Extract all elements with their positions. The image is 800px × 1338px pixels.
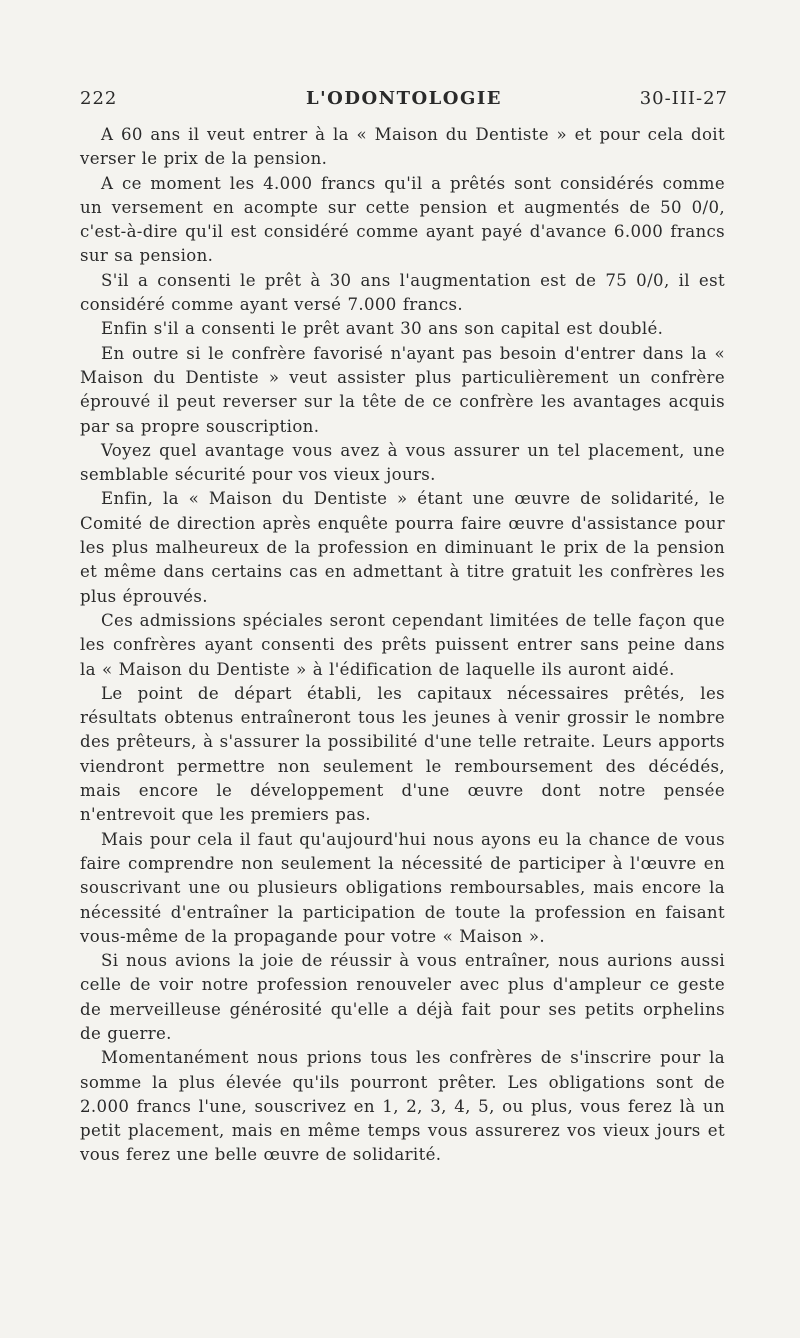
paragraph: Enfin, la « Maison du Dentiste » étant une œuvre de solidarité, le Comité de direction après enquête pourra faire œuvre d'assistance pour les plus malheureux de la profession en diminuant le prix de la pension et même dans certains cas en admettant à titre gratuit les confrères les plus éprouvés.	[80, 489, 725, 606]
paragraph: Enfin s'il a consenti le prêt avant 30 ans son capital est doublé.	[101, 319, 664, 339]
paragraph: A 60 ans il veut entrer à la « Maison du Dentiste » et pour cela doit verser le prix de la pension.	[80, 125, 725, 169]
paragraph: Momentanément nous prions tous les confrères de s'inscrire pour la somme la plus élevée qu'ils pourront prêter. Les obligations sont de 2.000 francs l'une, souscrivez en 1, 2, 3, 4, 5, ou plus, vous ferez là un petit placement, mais en même temps vous assurerez vos vieux jours et vous ferez une belle œuvre de solidarité.	[80, 1048, 725, 1165]
paragraph: En outre si le confrère favorisé n'ayant pas besoin d'entrer dans la « Maison du Dentiste » veut assister plus particulièrement un confrère éprouvé il peut reverser sur la tête de ce confrère les avantages acquis par sa propre souscription.	[80, 343, 725, 436]
paragraph: Si nous avions la joie de réussir à vous entraîner, nous aurions aussi celle de voir notre profession renouveler avec plus d'ampleur ce geste de merveilleuse générosité qu'elle a déjà fait pour ses petits orphelins de guerre.	[80, 951, 725, 1043]
paragraph: Le point de départ établi, les capitaux nécessaires prêtés, les résultats obtenus entraîneront tous les jeunes à venir grossir le nombre des prêteurs, à s'assurer la possibilité d'une telle retraite. Leurs apports viendront permettre non seulement le remboursement des décédés, mais encore le développement d'une œuvre dont notre pensée n'entrevoit que les premiers pas.	[80, 683, 725, 825]
paragraph: Mais pour cela il faut qu'aujourd'hui nous ayons eu la chance de vous faire comprendre non seulement la nécessité de participer à l'œuvre en souscrivant une ou plusieurs obligations remboursables, mais encore la nécessité d'entraîner la participation de toute la profession en faisant vous-même de la propagande pour votre « Maison ».	[80, 829, 725, 946]
paragraph: A ce moment les 4.000 francs qu'il a prêtés sont considérés comme un versement en acompte sur cette pension et augmentés de 50 0/0, c'est-à-dire qu'il est considéré comme ayant payé d'avance 6.000 francs sur sa pension.	[80, 173, 725, 266]
page-number: 222	[80, 88, 118, 109]
journal-title: L'ODONTOLOGIE	[305, 88, 502, 109]
issue-date: 30-III-27	[639, 88, 728, 109]
paragraph: Ces admissions spéciales seront cependant limitées de telle façon que les confrères ayant consenti des prêts puissent entrer sans peine dans la « Maison du Dentiste » à l'édification de laquelle ils auront aidé.	[80, 610, 725, 679]
article-body	[80, 123, 725, 1168]
running-header	[80, 88, 728, 114]
paragraph: S'il a consenti le prêt à 30 ans l'augmentation est de 75 0/0, il est considéré comme ayant versé 7.000 francs.	[80, 270, 725, 315]
paragraph: Voyez quel avantage vous avez à vous assurer un tel placement, une semblable sécurité pour vos vieux jours.	[80, 440, 725, 485]
